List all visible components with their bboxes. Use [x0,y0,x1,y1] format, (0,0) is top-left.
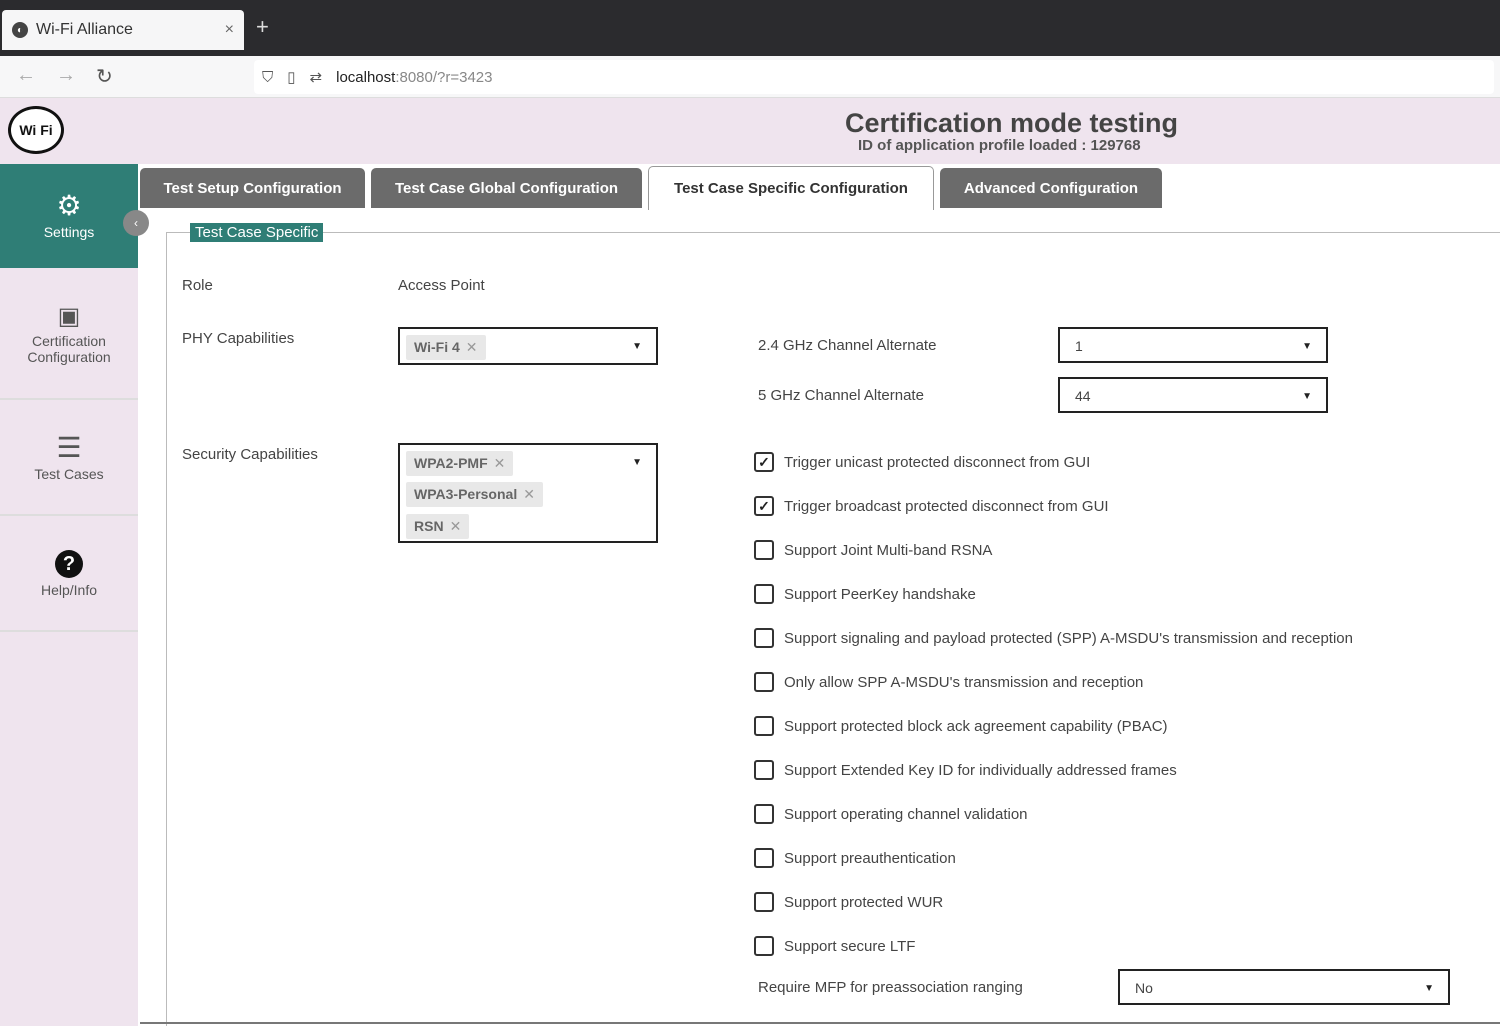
sidebar [0,164,138,1026]
help-icon: ? [55,550,83,578]
checkbox-row[interactable]: Support Extended Key ID for individually addressed frames [754,759,1177,781]
tab-global-config[interactable]: Test Case Global Configuration [371,168,642,208]
chip-wifi4: Wi-Fi 4 ✕ [406,335,486,360]
security-capabilities-select[interactable] [398,443,658,543]
checkbox-row[interactable]: Only allow SPP A-MSDU's transmission and reception [754,671,1143,693]
checkbox-row[interactable]: Support operating channel validation [754,803,1028,825]
remove-chip-icon[interactable]: ✕ [493,455,506,471]
sidebar-item-settings[interactable] [0,164,138,268]
checkbox-row[interactable]: Support signaling and payload protected (SPP) A-MSDU's transmission and reception [754,627,1353,649]
chip-rsn: RSN ✕ [406,514,469,539]
checkbox-row[interactable]: ✓ Trigger broadcast protected disconnect from GUI [754,495,1109,517]
channel5-value: 44 [1075,388,1091,404]
channel24-select[interactable] [1058,327,1328,363]
phy-capabilities-select[interactable] [398,327,658,365]
checkbox-row[interactable]: Support Joint Multi-band RSNA [754,539,992,561]
sidebar-item-label: Settings [43,224,95,240]
mfp-select[interactable] [1118,969,1450,1005]
chevron-down-icon: ▼ [632,457,642,468]
sidebar-item-label: Test Cases [34,466,104,482]
checkbox[interactable] [754,760,774,780]
mfp-value: No [1135,980,1153,996]
phy-capabilities-label: PHY Capabilities [182,330,295,347]
security-capabilities-label: Security Capabilities [182,446,318,463]
checkbox-row[interactable]: Support PeerKey handshake [754,583,976,605]
tab-advanced-config[interactable]: Advanced Configuration [940,168,1162,208]
channel5-select[interactable] [1058,377,1328,413]
address-bar[interactable] [254,60,1494,94]
app-header [0,98,1500,164]
mfp-label: Require MFP for preassociation ranging [758,979,1023,996]
checkbox[interactable]: ✓ [754,452,774,472]
checkbox[interactable] [754,848,774,868]
id-card-icon: ▣ [57,303,81,330]
browser-tabbar [0,0,1500,56]
channel24-value: 1 [1075,338,1083,354]
checkbox[interactable]: ✓ [754,496,774,516]
sidebar-item-label: Help/Info [40,582,98,598]
wifi-alliance-logo: Wi Fi [8,106,64,154]
collapse-sidebar-button[interactable]: ‹ [123,210,149,236]
role-label: Role [182,277,213,294]
checkbox-row[interactable]: ✓ Trigger unicast protected disconnect from GUI [754,451,1090,473]
role-value: Access Point [398,277,485,294]
chip-wpa3-personal: WPA3-Personal ✕ [406,482,543,507]
checkbox-row[interactable]: Support secure LTF [754,935,915,957]
checkbox[interactable] [754,804,774,824]
divider [140,1022,1500,1024]
shield-icon: ⛉ [262,68,274,86]
gear-icon: ⚙ [56,190,82,221]
checkbox-row[interactable]: Support protected WUR [754,891,943,913]
page-icon: ▯ [287,69,296,86]
checkbox[interactable] [754,584,774,604]
tab-specific-config[interactable]: Test Case Specific Configuration [648,166,934,210]
close-tab-icon[interactable]: × [224,21,234,38]
favicon-icon: ◐ [12,22,28,38]
chevron-down-icon: ▼ [1302,391,1312,402]
checkbox[interactable] [754,540,774,560]
back-icon[interactable]: ← [16,64,36,86]
url-path: :8080/?r=3423 [395,68,493,86]
browser-tab[interactable] [2,10,244,50]
config-tabs [140,166,1500,210]
forward-icon[interactable]: → [56,64,76,86]
browser-tab-title: Wi-Fi Alliance [36,21,133,38]
checkbox-row[interactable]: Support preauthentication [754,847,956,869]
reload-icon[interactable]: ↻ [96,66,113,88]
checkbox[interactable] [754,716,774,736]
permissions-icon[interactable]: ⇄ [309,69,323,86]
sidebar-item-help[interactable] [0,518,138,632]
chip-wpa2-pmf: WPA2-PMF ✕ [406,451,513,476]
remove-chip-icon[interactable]: ✕ [465,339,478,355]
sidebar-item-test-cases[interactable] [0,402,138,516]
checkbox[interactable] [754,936,774,956]
remove-chip-icon[interactable]: ✕ [523,486,535,502]
channel5-label: 5 GHz Channel Alternate [758,387,924,404]
sidebar-item-label: Certification Configuration [27,333,111,365]
chevron-down-icon: ▼ [1424,983,1434,994]
chevron-down-icon: ▼ [1302,341,1312,352]
checkbox[interactable] [754,628,774,648]
checkbox[interactable] [754,892,774,912]
profile-id: ID of application profile loaded : 129768 [858,137,1141,154]
tab-test-setup[interactable]: Test Setup Configuration [140,168,365,208]
page-title: Certification mode testing [845,108,1179,138]
section-legend: Test Case Specific [190,223,323,242]
list-icon: ☰ [56,432,82,463]
remove-chip-icon[interactable]: ✕ [449,518,462,534]
sidebar-item-certification[interactable] [0,272,138,400]
url-host: localhost [336,68,396,86]
chevron-down-icon: ▼ [632,341,642,352]
new-tab-button[interactable]: + [256,14,269,39]
channel24-label: 2.4 GHz Channel Alternate [758,337,937,354]
checkbox[interactable] [754,672,774,692]
checkbox-row[interactable]: Support protected block ack agreement capability (PBAC) [754,715,1168,737]
browser-navbar [0,56,1500,98]
